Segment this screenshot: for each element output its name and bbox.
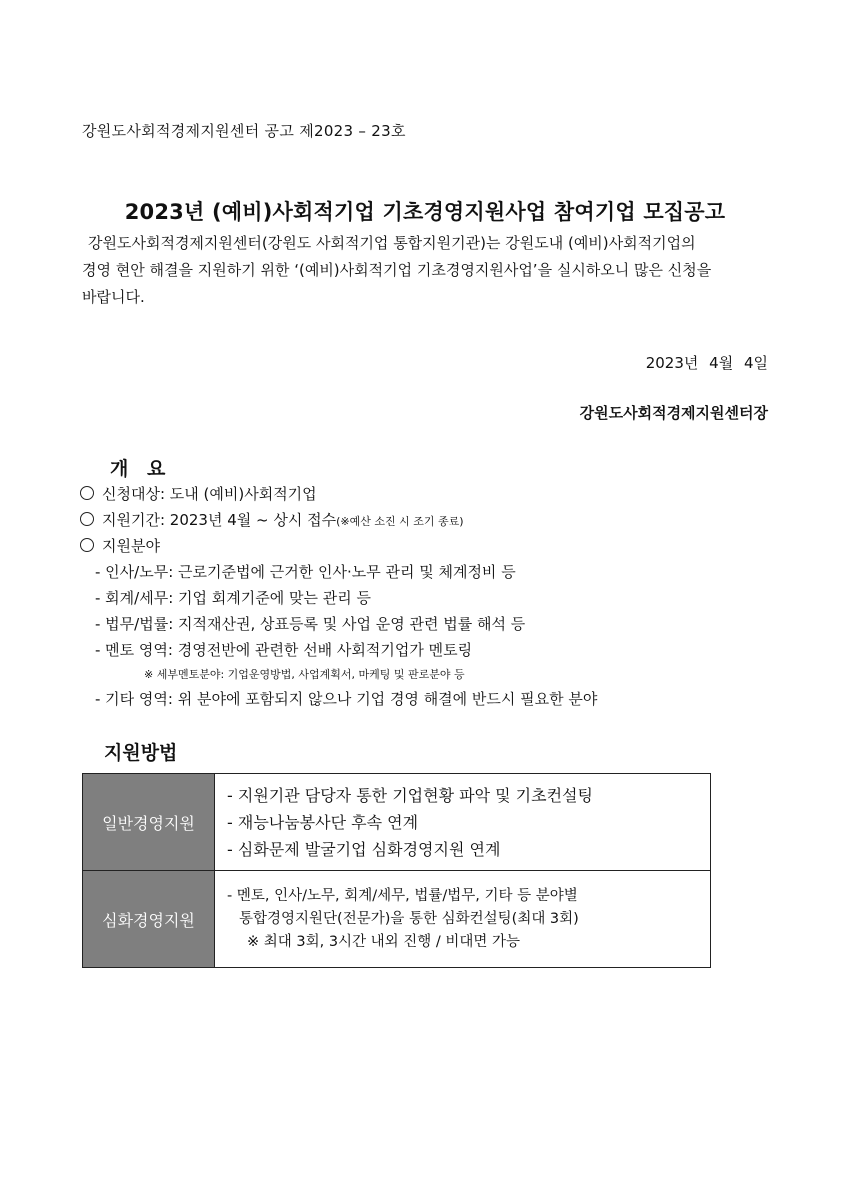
- field-item: - 인사/노무: 근로기준법에 근거한 인사·노무 관리 및 체계정비 등: [95, 563, 516, 581]
- method-table: [82, 773, 711, 968]
- field-item: - 멘토 영역: 경영전반에 관련한 선배 사회적기업가 멘토링: [95, 641, 473, 659]
- row-label: 심화경영지원: [83, 871, 215, 968]
- field-item-etc: - 기타 영역: 위 분야에 포함되지 않으나 기업 경영 해결에 반드시 필요한 분야: [95, 690, 598, 708]
- intro-line: 강원도사회적경제지원센터(강원도 사회적기업 통합지원기관)는 강원도내 (예비)사회적기업의: [88, 234, 696, 252]
- row-label: 일반경영지원: [83, 774, 215, 871]
- circle-bullet-icon: [80, 512, 94, 526]
- method-title: 지원방법: [104, 742, 178, 764]
- field-item: - 회계/세무: 기업 회계기준에 맞는 관리 등: [95, 589, 371, 607]
- table-row: [83, 871, 711, 968]
- signer: 강원도사회적경제지원센터장: [579, 404, 768, 422]
- intro-paragraph: [82, 230, 772, 311]
- mentor-note: ※ 세부멘토분야: 기업운영방법, 사업계획서, 마케팅 및 판로분야 등: [144, 668, 465, 681]
- row-item: - 심화문제 발굴기업 심화경영지원 연계: [227, 839, 501, 859]
- period-text: 지원기간: 2023년 4월 ~ 상시 접수: [102, 511, 337, 529]
- fields-title-text: 지원분야: [102, 537, 160, 555]
- intro-line: 경영 현안 해결을 지원하기 위한 ‘(예비)사회적기업 기초경영지원사업’을 실시하오니 많은 신청을: [82, 261, 712, 279]
- overview-target: [80, 483, 317, 504]
- overview-fields-title: [80, 535, 160, 556]
- overview-period: [80, 509, 464, 530]
- row-item: - 멘토, 인사/노무, 회계/세무, 법률/법무, 기타 등 분야별: [227, 887, 578, 904]
- notice-date: 2023년 4월 4일: [645, 354, 768, 372]
- period-note: (※예산 소진 시 조기 종료): [336, 515, 464, 528]
- circle-bullet-icon: [80, 486, 94, 500]
- row-item: 통합경영지원단(전문가)을 통한 심화컨설팅(최대 3회): [239, 910, 579, 927]
- row-content: [215, 774, 711, 871]
- table-row: [83, 774, 711, 871]
- row-item: ※ 최대 3회, 3시간 내외 진행 / 비대면 가능: [247, 933, 521, 950]
- row-item: - 지원기관 담당자 통한 기업현황 파악 및 기초컨설팅: [227, 785, 593, 805]
- document-title: 2023년 (예비)사회적기업 기초경영지원사업 참여기업 모집공고: [124, 200, 726, 224]
- target-text: 신청대상: 도내 (예비)사회적기업: [102, 485, 317, 503]
- circle-bullet-icon: [80, 538, 94, 552]
- notice-number: 강원도사회적경제지원센터 공고 제2023 – 23호: [82, 122, 406, 140]
- row-content: [215, 871, 711, 968]
- field-item: - 법무/법률: 지적재산권, 상표등록 및 사업 운영 관련 법률 해석 등: [95, 615, 526, 633]
- intro-line: 바랍니다.: [82, 288, 145, 306]
- row-item: - 재능나눔봉사단 후속 연계: [227, 812, 419, 832]
- overview-title: 개 요: [110, 458, 172, 480]
